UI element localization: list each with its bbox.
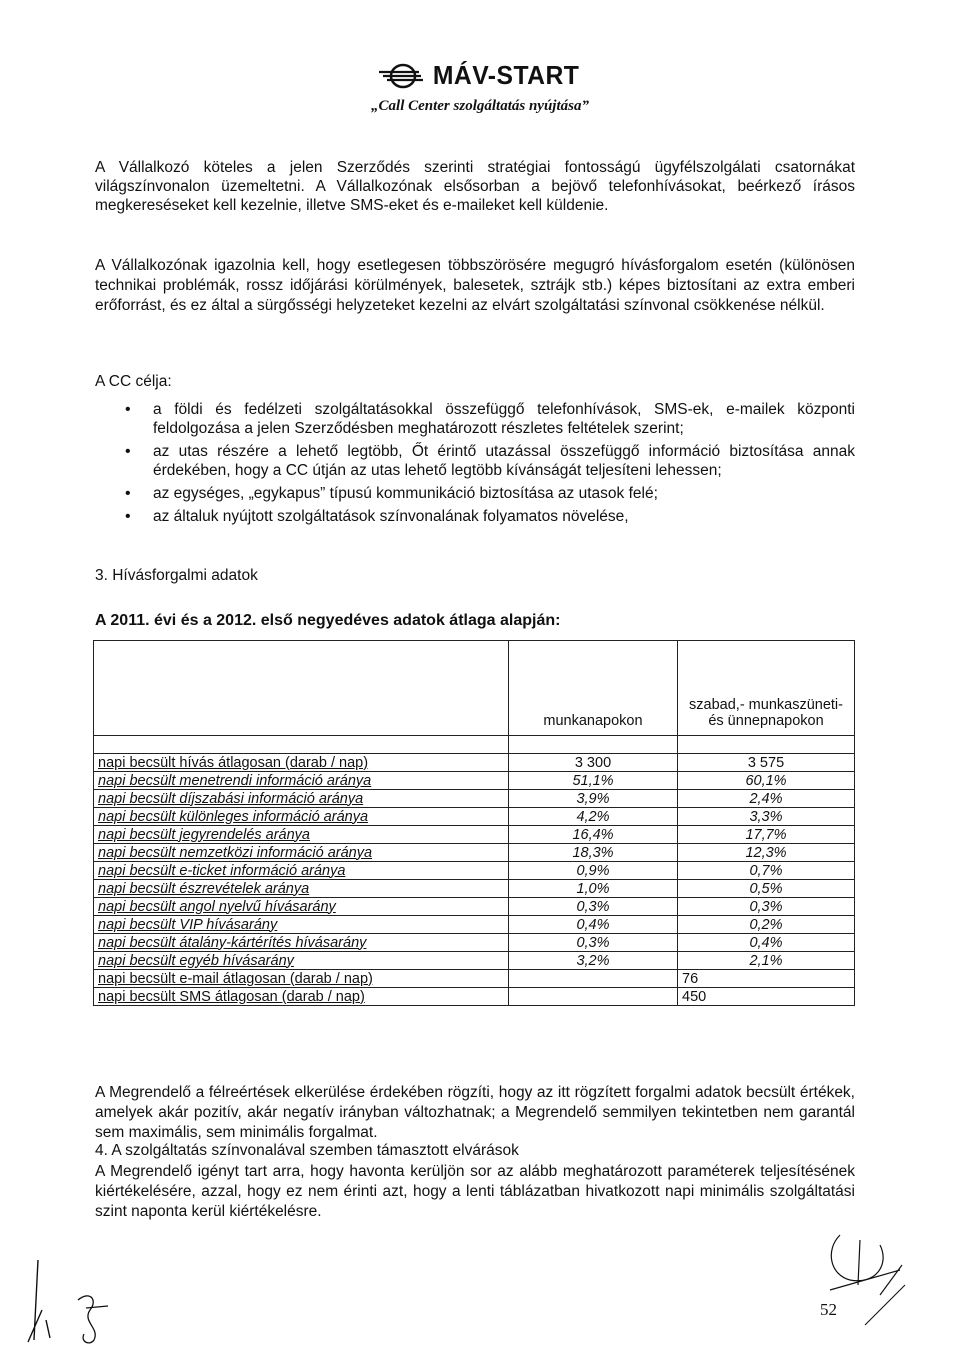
row-label: napi becsült menetrendi információ aránya [94,772,509,790]
row-holidays-value: 12,3% [678,844,855,862]
table-row [94,790,855,808]
note-paragraph: A Megrendelő a félreértések elkerülése érdekében rögzíti, hogy az itt rögzített forgalmi adatok becsült értékek, amelyek akár pozitív, akár negatív irányban változhatnak; a Megrendelő semmilyen tekintetben nem garantál sem maximális, sem minimális forgalmat. [95,1084,855,1141]
row-label: napi becsült hívás átlagosan (darab / nap) [94,754,509,772]
mav-start-logo [377,60,583,91]
row-label: napi becsült különleges információ aránya [94,808,509,826]
train-logo-icon [377,63,425,89]
row-label: napi becsült SMS átlagosan (darab / nap) [94,988,509,1006]
section-4-text: A Megrendelő igényt tart arra, hogy havonta kerüljön sor az alább meghatározott paraméterek teljesítésének kiértékelésére, azzal, hogy ez nem érinti azt, hogy a lenti táblázatban hivatkozott napi minimális szolgáltatási szint naponta kerül kiértékelésre. [95,1163,855,1220]
table-row [94,826,855,844]
row-workdays-value: 51,1% [509,772,678,790]
row-workdays-value: 3,9% [509,790,678,808]
table-row [94,772,855,790]
table-spacer-row [94,736,855,754]
row-holidays-value: 17,7% [678,826,855,844]
row-workdays-value: 0,4% [509,916,678,934]
table-row [94,862,855,880]
table-row [94,808,855,826]
row-holidays-value: 3 575 [678,754,855,772]
table-row [94,988,855,1006]
header-workdays: munkanapokon [509,641,678,736]
row-holidays-value: 0,4% [678,934,855,952]
signature-initials [20,1250,130,1345]
intro-paragraph-2: A Vállalkozónak igazolnia kell, hogy esetlegesen többszörösére megugró hívásforgalom esetén (különösen technikai problémák, rossz időjárási körülmények, balesetek, sztrájk stb.) képes biztosítani az extra emberi erőforrást, és ez által a sürgősségi helyzeteket kezelni az elvárt szolgáltatási színvonal csökkenése nélkül. [95,257,855,314]
header-holidays: szabad,- munkaszüneti- és ünnepnapokon [678,641,855,736]
table-header-row [94,641,855,736]
row-label: napi becsült VIP hívásarány [94,916,509,934]
row-workdays-value: 0,9% [509,862,678,880]
row-workdays-value: 4,2% [509,808,678,826]
table-row [94,844,855,862]
row-holidays-value: 0,7% [678,862,855,880]
row-label: napi becsült díjszabási információ aránya [94,790,509,808]
header [0,60,960,115]
row-label: napi becsült észrevételek aránya [94,880,509,898]
list-item: • az egységes, „egykapus” típusú kommunikáció biztosítása az utasok felé; [95,484,855,503]
list-item: • a földi és fedélzeti szolgáltatásokkal összefüggő telefonhívások, SMS-ek, e-mailek központi feldolgozása a jelen Szerződésben meghatározott részletes feltételek szerint; [95,400,855,438]
row-holidays-value: 2,1% [678,952,855,970]
section-3-subheading: A 2011. évi és a 2012. első negyedéves adatok átlaga alapján: [95,612,561,629]
cc-goal-list [95,400,855,530]
table-row [94,898,855,916]
row-label: napi becsült jegyrendelés aránya [94,826,509,844]
table-body [94,754,855,1006]
row-combined-value: 76 [678,970,855,988]
table-row [94,934,855,952]
section-3-heading: 3. Hívásforgalmi adatok [95,567,258,584]
table-row [94,952,855,970]
section-4-heading: 4. A szolgáltatás színvonalával szemben támasztott elvárások [95,1142,519,1159]
list-item: • az utas részére a lehető legtöbb, Őt érintő utazással összefüggő információ biztosítása annak érdekében, hogy a CC útján az utas lehető legtöbb kívánságát teljesíteni lehessen; [95,442,855,480]
row-workdays-value [509,988,678,1006]
row-workdays-value: 3,2% [509,952,678,970]
row-holidays-value: 60,1% [678,772,855,790]
table-row [94,970,855,988]
row-workdays-value: 1,0% [509,880,678,898]
page-number: 52 [820,1300,837,1319]
row-workdays-value: 0,3% [509,934,678,952]
table-row [94,754,855,772]
row-label: napi becsült e-mail átlagosan (darab / nap) [94,970,509,988]
row-combined-value: 450 [678,988,855,1006]
row-label: napi becsült egyéb hívásarány [94,952,509,970]
row-label: napi becsült angol nyelvű hívásarány [94,898,509,916]
row-workdays-value: 3 300 [509,754,678,772]
row-holidays-value: 0,3% [678,898,855,916]
row-label: napi becsült e-ticket információ aránya [94,862,509,880]
row-workdays-value: 18,3% [509,844,678,862]
row-workdays-value [509,970,678,988]
logo-text: MÁV-START [432,60,580,90]
cc-goal-heading: A CC célja: [95,373,172,390]
list-item: • az általuk nyújtott szolgáltatások színvonalának folyamatos növelése, [95,507,855,526]
row-label: napi becsült átalány-kártérítés hívásarány [94,934,509,952]
row-holidays-value: 3,3% [678,808,855,826]
table-row [94,916,855,934]
row-label: napi becsült nemzetközi információ aránya [94,844,509,862]
row-workdays-value: 0,3% [509,898,678,916]
header-empty-cell [94,641,509,736]
tagline: „Call Center szolgáltatás nyújtása” [371,97,589,114]
row-holidays-value: 0,5% [678,880,855,898]
table-row [94,880,855,898]
call-statistics-table [93,640,855,1006]
row-workdays-value: 16,4% [509,826,678,844]
intro-paragraph-1: A Vállalkozó köteles a jelen Szerződés szerinti stratégiai fontosságú ügyfélszolgálati csatornákat világszínvonalon üzemeltetni. A Vállalkozónak elsősorban a bejövő telefonhívásokat, beérkező írásos megkereséseket kell kezelnie, illetve SMS-eket és e-maileket kell küldenie. [95,159,855,214]
row-holidays-value: 0,2% [678,916,855,934]
row-holidays-value: 2,4% [678,790,855,808]
